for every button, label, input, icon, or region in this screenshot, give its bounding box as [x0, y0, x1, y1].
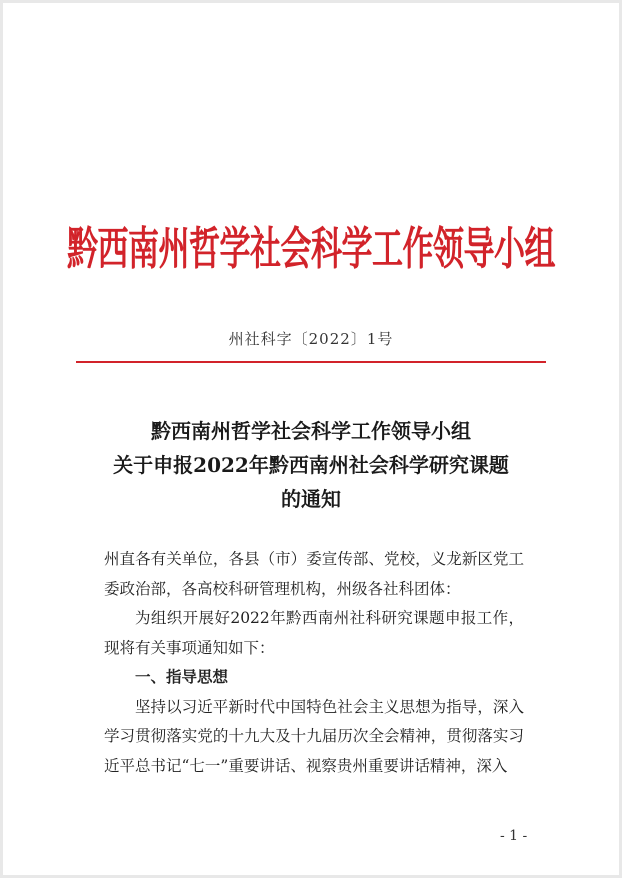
page-number: - 1 -	[500, 828, 528, 844]
salutation-paragraph: 州直各有关单位，各县（市）委宣传部、党校，义龙新区党工委政治部，各高校科研管理机构，州级各社科团体：	[104, 550, 524, 598]
notice-title	[0, 414, 622, 516]
notice-title-line-2: 关于申报2022年黔西南州社会科学研究课题	[113, 453, 509, 477]
notice-title-line-3: 的通知	[281, 487, 341, 511]
red-separator-rule	[76, 361, 546, 363]
masthead-title: 黔西南州哲学社会科学工作领导小组	[67, 223, 555, 276]
notice-body	[104, 545, 524, 781]
section-heading-guiding-ideology: 一、指导思想	[135, 668, 229, 686]
notice-title-line-1: 黔西南州哲学社会科学工作领导小组	[151, 419, 471, 443]
document-number: 州社科字〔2022〕1号	[228, 330, 394, 348]
intro-paragraph: 为组织开展好2022年黔西南州社科研究课题申报工作，现将有关事项通知如下：	[104, 609, 524, 657]
section-1-paragraph: 坚持以习近平新时代中国特色社会主义思想为指导，深入学习贯彻落实党的十九大及十九届历次全会精神，贯彻落实习近平总书记“七一”重要讲话、视察贵州重要讲话精神，深入	[104, 697, 524, 775]
